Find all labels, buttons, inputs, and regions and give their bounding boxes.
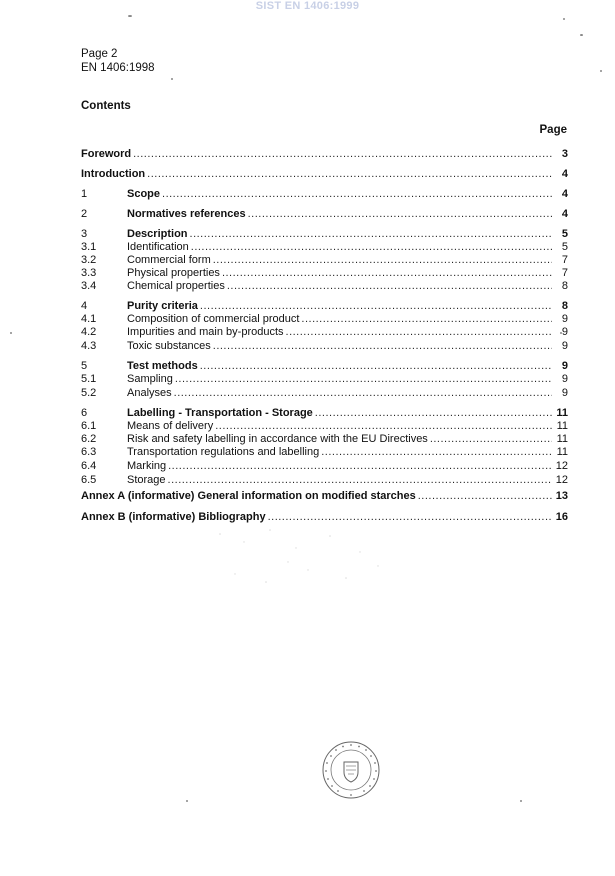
toc-leader-dots (321, 445, 552, 459)
toc-entry[interactable] (81, 406, 568, 420)
toc-entry-page: 4 (561, 168, 568, 180)
toc-leader-dots (215, 419, 552, 433)
toc-entry-title: Transportation regulations and labelling (127, 446, 320, 458)
toc-entry-page: 3 (561, 148, 568, 160)
toc-leader-dots (213, 339, 552, 353)
toc-entry-page: 11 (556, 446, 568, 458)
toc-entry-number: 5.2 (81, 387, 97, 399)
toc-leader-dots (174, 386, 552, 400)
toc-entry-number: 6.2 (81, 433, 97, 445)
speck (560, 332, 562, 334)
toc-entry-title: Test methods (127, 360, 198, 372)
toc-entry-number: 6 (81, 407, 88, 419)
toc-entry[interactable] (81, 279, 568, 293)
toc-entry-number: 4.1 (81, 313, 97, 325)
toc-entry-title: Annex A (informative) General information on modified starches (81, 490, 416, 502)
toc-entry-page: 9 (561, 313, 568, 325)
toc-entry-number: 3.1 (81, 241, 97, 253)
contents-title: Contents (81, 100, 131, 112)
toc-entry-number: 3.2 (81, 254, 97, 266)
speck (10, 332, 12, 334)
toc-entry-number: 6.3 (81, 446, 97, 458)
watermark: SIST EN 1406:1999 (255, 0, 360, 12)
toc-entry-number: 5.1 (81, 373, 97, 385)
page-number: Page 2 (81, 48, 118, 60)
toc-entry-title: Marking (127, 460, 167, 472)
toc-entry[interactable] (81, 240, 568, 254)
toc-leader-dots (191, 240, 552, 254)
toc-entry-page: 13 (555, 490, 568, 502)
toc-entry-number: 4 (81, 300, 88, 312)
toc-entry[interactable] (81, 167, 568, 181)
toc-entry-title: Impurities and main by-products (127, 326, 284, 338)
speck (580, 34, 583, 36)
toc-leader-dots (200, 359, 552, 373)
toc-entry-title: Chemical properties (127, 280, 225, 292)
toc-entry[interactable] (81, 445, 568, 459)
toc-entry[interactable] (81, 432, 568, 446)
toc-entry[interactable] (81, 312, 568, 326)
toc-entry-number: 4.2 (81, 326, 97, 338)
toc-entry[interactable] (81, 187, 568, 201)
speck (186, 800, 188, 802)
toc-entry[interactable] (81, 147, 568, 161)
toc-leader-dots (227, 279, 552, 293)
toc-entry-title: Composition of commercial product (127, 313, 300, 325)
toc-entry-title: Storage (127, 474, 166, 486)
toc-entry-page: 11 (556, 433, 568, 445)
toc-entry-title: Risk and safety labelling in accordance with the EU Directives (127, 433, 428, 445)
toc-entry-page: 8 (561, 280, 568, 292)
toc-entry[interactable] (81, 473, 568, 487)
toc-entry[interactable] (81, 207, 568, 221)
toc-entry-title: Means of delivery (127, 420, 214, 432)
toc-entry[interactable] (81, 372, 568, 386)
toc-entry-number: 4.3 (81, 340, 97, 352)
toc-entry-page: 5 (561, 228, 568, 240)
toc-entry-number: 6.1 (81, 420, 97, 432)
toc-entry[interactable] (81, 266, 568, 280)
toc-entry-number: 3.4 (81, 280, 97, 292)
toc-entry-page: 16 (555, 511, 568, 523)
scan-noise (200, 522, 400, 592)
toc-entry-page: 9 (561, 373, 568, 385)
toc-leader-dots (213, 253, 552, 267)
toc-entry[interactable] (81, 253, 568, 267)
toc-entry-page: 12 (555, 474, 568, 486)
toc-entry-number: 1 (81, 188, 88, 200)
toc-entry-title: Purity criteria (127, 300, 198, 312)
toc-leader-dots (162, 187, 552, 201)
toc-entry-number: 6.4 (81, 460, 97, 472)
toc-entry[interactable] (81, 419, 568, 433)
speck (600, 70, 602, 72)
toc-leader-dots (147, 167, 552, 181)
standard-id: EN 1406:1998 (81, 62, 155, 74)
toc-leader-dots (315, 406, 552, 420)
toc-leader-dots (175, 372, 552, 386)
toc-entry-title: Toxic substances (127, 340, 211, 352)
toc-entry-page: 7 (561, 254, 568, 266)
toc-entry[interactable] (81, 325, 568, 339)
toc-entry-title: Physical properties (127, 267, 220, 279)
seal-emblem (321, 740, 381, 800)
toc-entry-title: Foreword (81, 148, 132, 160)
toc-entry-number: 2 (81, 208, 88, 220)
toc-entry-page: 7 (561, 267, 568, 279)
toc-entry-page: 12 (555, 460, 568, 472)
toc-entry-page: 4 (561, 208, 568, 220)
toc-entry-number: 3.3 (81, 267, 97, 279)
speck (128, 15, 132, 17)
toc-leader-dots (133, 147, 552, 161)
toc-entry[interactable] (81, 299, 568, 313)
toc-entry-title: Analyses (127, 387, 172, 399)
toc-entry-page: 9 (561, 340, 568, 352)
toc-leader-dots (168, 473, 552, 487)
toc-entry-page: 8 (561, 300, 568, 312)
toc-entry-title: Sampling (127, 373, 173, 385)
toc-entry-page: 4 (561, 188, 568, 200)
toc-entry-title: Commercial form (127, 254, 211, 266)
toc-entry-page: 9 (561, 326, 568, 338)
speck (563, 18, 565, 20)
toc-entry-number: 5 (81, 360, 88, 372)
toc-leader-dots (200, 299, 552, 313)
toc-entry[interactable] (81, 227, 568, 241)
toc-entry-page: 9 (561, 387, 568, 399)
toc-entry-title: Description (127, 228, 188, 240)
toc-entry[interactable] (81, 359, 568, 373)
toc-entry[interactable] (81, 386, 568, 400)
toc-entry-title: Annex B (informative) Bibliography (81, 511, 266, 523)
toc-leader-dots (286, 325, 552, 339)
toc-entry[interactable] (81, 489, 568, 503)
toc-entry-title: Labelling - Transportation - Storage (127, 407, 313, 419)
toc-leader-dots (418, 489, 552, 503)
toc-entry-page: 9 (561, 360, 568, 372)
toc-entry[interactable] (81, 339, 568, 353)
toc-entry-page: 11 (556, 420, 568, 432)
speck (171, 78, 173, 80)
toc-leader-dots (248, 207, 552, 221)
toc-entry-page: 11 (556, 407, 568, 419)
toc-leader-dots (301, 312, 552, 326)
toc-entry-page: 5 (561, 241, 568, 253)
toc-entry-title: Introduction (81, 168, 146, 180)
toc-entry-title: Identification (127, 241, 189, 253)
page-column-header: Page (539, 124, 567, 136)
toc-leader-dots (430, 432, 552, 446)
toc-entry-number: 3 (81, 228, 88, 240)
toc-entry-title: Scope (127, 188, 161, 200)
toc-leader-dots (168, 459, 552, 473)
toc-entry[interactable] (81, 459, 568, 473)
toc-leader-dots (222, 266, 552, 280)
toc-leader-dots (190, 227, 552, 241)
speck (520, 800, 522, 802)
toc-entry-title: Normatives references (127, 208, 246, 220)
toc-entry-number: 6.5 (81, 474, 97, 486)
